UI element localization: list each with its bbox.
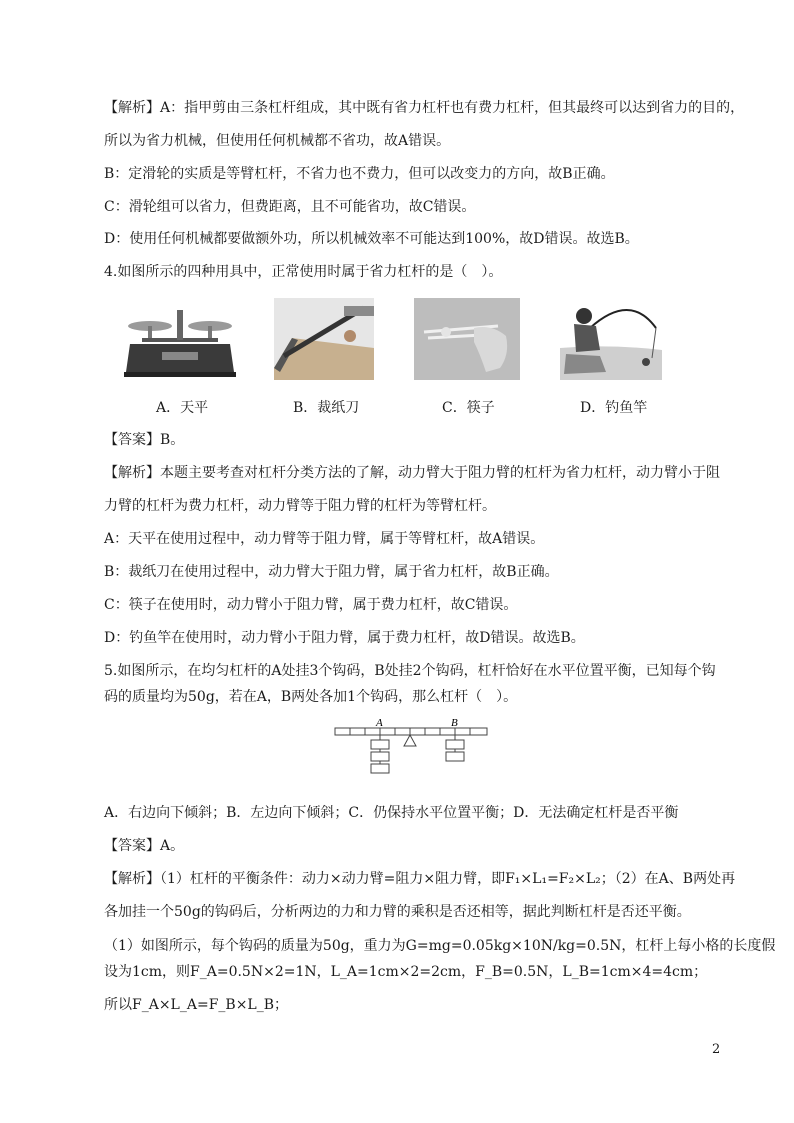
option-b-label: B．裁纸刀 (293, 400, 360, 416)
text-line: 【解析】（1）杠杆的平衡条件：动力×动力臂=阻力×阻力臂，即F₁×L₁=F₂×L₂；（2）在A、B两处再 (104, 871, 736, 887)
fishing-rod-image (560, 298, 662, 380)
lever-label-b: B (451, 717, 458, 729)
answer-line: 【答案】A。 (104, 838, 185, 854)
option-c-label: C．筷子 (442, 400, 495, 416)
text-line: 码的质量均为50g，若在A，B两处各加1个钩码，那么杠杆（ ）。 (104, 689, 518, 705)
page-number: 2 (712, 1042, 721, 1057)
text-line: 力臂的杠杆为费力杠杆，动力臂等于阻力臂的杠杆为等臂杠杆。 (104, 498, 496, 514)
lever-diagram (334, 716, 490, 786)
text-line: D：钓鱼竿在使用时，动力臂小于阻力臂，属于费力杠杆，故D错误。故选B。 (104, 630, 585, 646)
text-line: 所以为省力机械，但使用任何机械都不省功，故A错误。 (104, 133, 451, 149)
text-line: 【解析】A：指甲剪由三条杠杆组成，其中既有省力杠杆也有费力杠杆，但其最终可以达到省力的目的， (104, 100, 745, 116)
balance-scale-image (122, 298, 238, 380)
text-line: 设为1cm，则F_A=0.5N×2=1N，L_A=1cm×2=2cm，F_B=0.5N，L_B=1cm×4=4cm； (104, 964, 708, 980)
q5-options: A．右边向下倾斜；B．左边向下倾斜；C．仍保持水平位置平衡；D．无法确定杠杆是否平衡 (104, 805, 679, 821)
text-line: B：裁纸刀在使用过程中，动力臂大于阻力臂，属于省力杠杆，故B正确。 (104, 564, 559, 580)
text-line: A：天平在使用过程中，动力臂等于阻力臂，属于等臂杠杆，故A错误。 (104, 531, 545, 547)
text-line: 【解析】本题主要考查对杠杆分类方法的了解，动力臂大于阻力臂的杠杆为省力杠杆，动力臂小于阻 (104, 465, 720, 481)
paper-cutter-image (274, 298, 374, 380)
text-line: （1）如图所示，每个钩码的质量为50g，重力为G=mg=0.05kg×10N/kg=0.5N，杠杆上每小格的长度假 (104, 938, 776, 954)
text-line: C：滑轮组可以省力，但费距离，且不可能省功，故C错误。 (104, 199, 476, 215)
question-5: 5.如图所示，在均匀杠杆的A处挂3个钩码，B处挂2个钩码，杠杆恰好在水平位置平衡，已知每个钩 (104, 663, 716, 679)
lever-label-a: A (376, 717, 383, 729)
option-d-label: D．钓鱼竿 (580, 400, 648, 416)
text-line: 所以F_A×L_A=F_B×L_B； (104, 997, 289, 1013)
answer-line: 【答案】B。 (104, 432, 185, 448)
text-line: C：筷子在使用时，动力臂小于阻力臂，属于费力杠杆，故C错误。 (104, 597, 518, 613)
chopsticks-image (414, 298, 520, 380)
text-line: D：使用任何机械都要做额外功，所以机械效率不可能达到100%，故D错误。故选B。 (104, 231, 639, 247)
option-a-label: A．天平 (156, 400, 209, 416)
text-line: B：定滑轮的实质是等臂杠杆，不省力也不费力，但可以改变力的方向，故B正确。 (104, 166, 615, 182)
text-line: 各加挂一个50g的钩码后，分析两边的力和力臂的乘积是否还相等，据此判断杠杆是否还平衡。 (104, 904, 691, 920)
question-4: 4.如图所示的四种用具中，正常使用时属于省力杠杆的是（ ）。 (104, 264, 503, 280)
